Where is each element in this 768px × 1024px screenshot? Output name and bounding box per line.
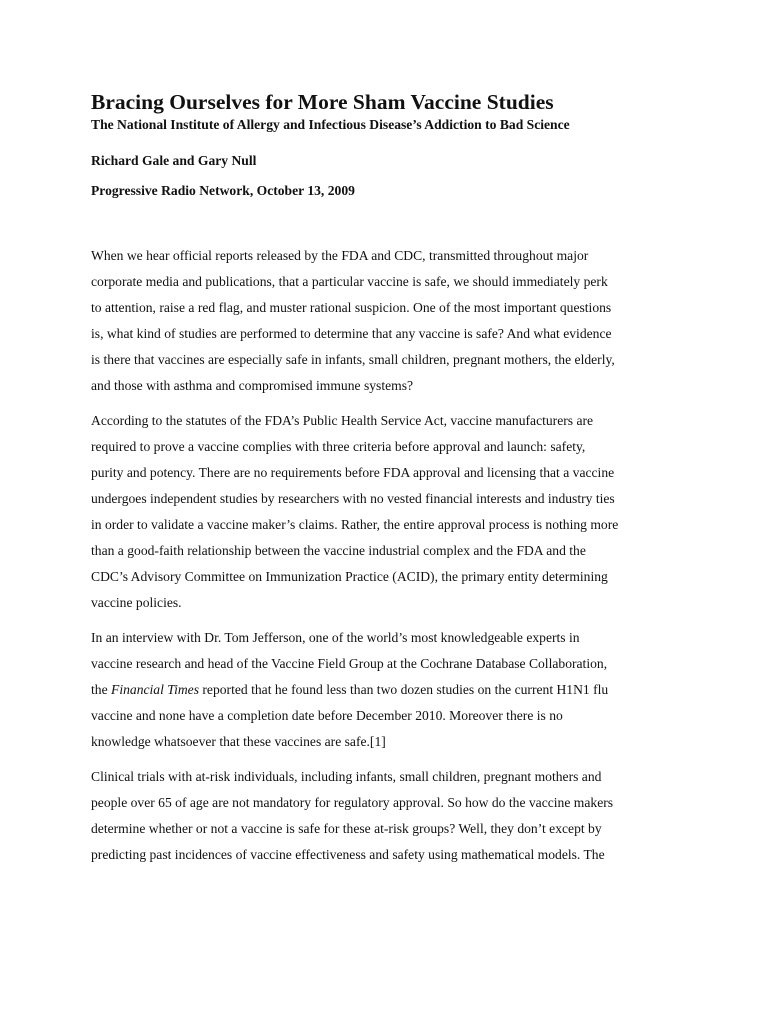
paragraph-line: is there that vaccines are especially safe in infants, small children, pregnant mothers, the elderly, [91,352,615,367]
paragraph-line: According to the statutes of the FDA’s Public Health Service Act, vaccine manufacturers are [91,413,594,428]
paragraph-line-with-italic [91,677,679,703]
paragraph-line: vaccine research and head of the Vaccine Field Group at the Cochrane Database Collaboration, [91,656,608,671]
paragraph-line: predicting past incidences of vaccine effectiveness and safety using mathematical models. The [91,847,605,862]
document-page [91,88,679,877]
line-suffix: reported that he found less than two dozen studies on the current H1N1 flu [199,682,609,697]
document-subtitle: The National Institute of Allergy and Infectious Disease’s Addiction to Bad Science [91,117,570,132]
paragraph-line: corporate media and publications, that a particular vaccine is safe, we should immediately perk [91,274,608,289]
paragraph-line: CDC’s Advisory Committee on Immunization Practice (ACID), the primary entity determining [91,569,608,584]
paragraph-line: than a good-faith relationship between the vaccine industrial complex and the FDA and the [91,543,586,558]
paragraph-line: in order to validate a vaccine maker’s claims. Rather, the entire approval process is nothing more [91,517,619,532]
document-title: Bracing Ourselves for More Sham Vaccine Studies [91,90,554,114]
document-source: Progressive Radio Network, October 13, 2009 [91,183,355,198]
paragraph-line: vaccine and none have a completion date before December 2010. Moreover there is no [91,708,563,723]
paragraph-line: knowledge whatsoever that these vaccines are safe.[1] [91,734,386,749]
document-authors: Richard Gale and Gary Null [91,153,257,168]
paragraph-line: is, what kind of studies are performed to determine that any vaccine is safe? And what evidence [91,326,612,341]
paragraph-line: Clinical trials with at-risk individuals, including infants, small children, pregnant mothers and [91,769,602,784]
paragraph-line: When we hear official reports released by the FDA and CDC, transmitted throughout major [91,248,589,263]
paragraph-3 [91,625,679,755]
paragraph-1 [91,243,679,399]
paragraph-4 [91,764,679,868]
line-prefix: the [91,682,112,697]
paragraph-line: purity and potency. There are no requirements before FDA approval and licensing that a vaccine [91,465,615,480]
italic-publication-name: Financial Times [111,682,199,697]
paragraph-line: and those with asthma and compromised immune systems? [91,378,414,393]
paragraph-line: determine whether or not a vaccine is safe for these at-risk groups? Well, they don’t except by [91,821,602,836]
paragraph-line: required to prove a vaccine complies with three criteria before approval and launch: safety, [91,439,586,454]
paragraph-line: undergoes independent studies by researchers with no vested financial interests and industry ties [91,491,615,506]
paragraph-line: In an interview with Dr. Tom Jefferson, one of the world’s most knowledgeable experts in [91,630,580,645]
paragraph-2 [91,408,679,616]
paragraph-line: to attention, raise a red flag, and muster rational suspicion. One of the most important questions [91,300,612,315]
paragraph-line: people over 65 of age are not mandatory for regulatory approval. So how do the vaccine makers [91,795,614,810]
paragraph-line: vaccine policies. [91,595,182,610]
